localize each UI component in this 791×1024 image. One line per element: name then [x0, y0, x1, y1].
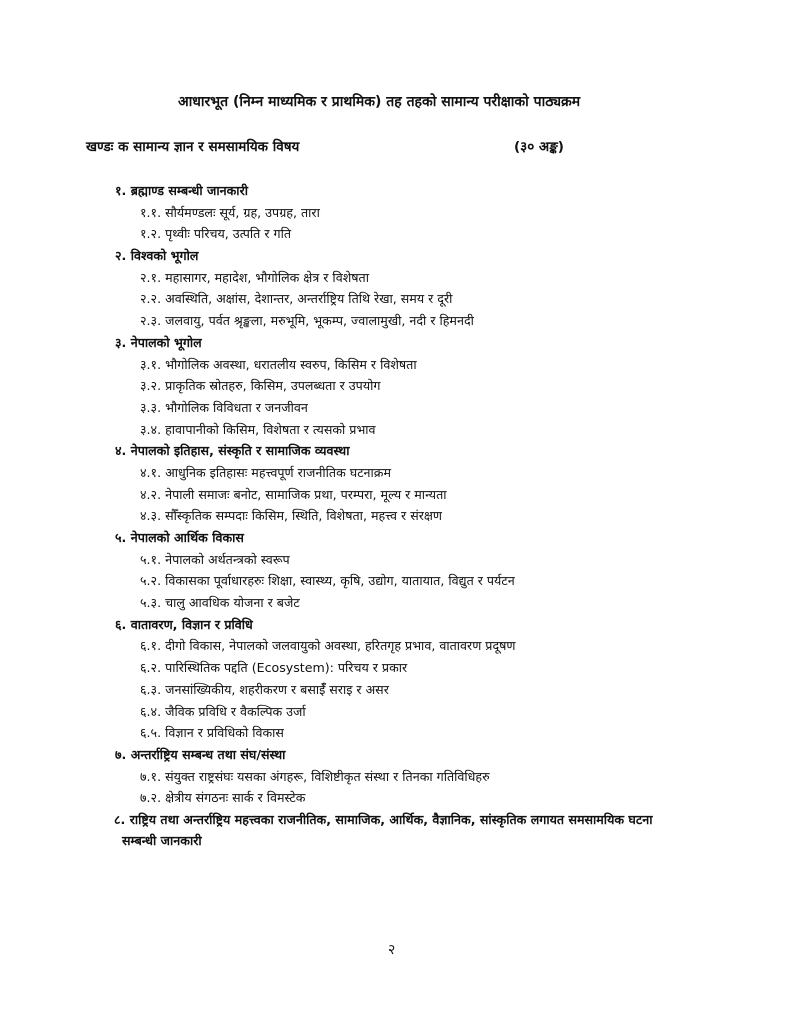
subtopic-item: ४.१. आधुनिक इतिहासः महत्त्वपूर्ण राजनीतिक घटनाक्रम [140, 464, 391, 480]
final-topic-line2: सम्बन्धी जानकारी [122, 832, 202, 848]
subtopic-item: ३.३. भौगोलिक विविधता र जनजीवन [140, 399, 308, 415]
topic-heading: ५. नेपालको आर्थिक विकास [115, 530, 244, 545]
subtopic-item: ४.२. नेपाली समाजः बनोट, सामाजिक प्रथा, परम्परा, मूल्य र मान्यता [140, 486, 447, 502]
subtopic-item: २.३. जलवायु, पर्वत श्रृङ्खला, मरुभूमि, भूकम्प, ज्वालामुखी, नदी र हिमनदी [140, 313, 474, 329]
topic-heading: २. विश्वको भूगोल [115, 248, 199, 264]
subtopic-item: ५.१. नेपालको अर्थतन्त्रको स्वरूप [140, 551, 290, 567]
subtopic-item: ५.२. विकासका पूर्वाधारहरुः शिक्षा, स्वास्थ्य, कृषि, उद्योग, यातायात, विद्युत र पर्यटन [140, 573, 515, 589]
subtopic-item: १.२. पृथ्वीः परिचय, उत्पति र गति [140, 226, 292, 242]
subtopic-item: २.२. अवस्थिति, अक्षांस, देशान्तर, अन्तर्राष्ट्रिय तिथि रेखा, समय र दूरी [140, 291, 453, 307]
subtopic-item: ६.५. विज्ञान र प्रविधिको विकास [140, 725, 284, 741]
section-heading-text: खण्डः क सामान्य ज्ञान र समसामयिक विषय [86, 139, 300, 155]
section-heading [86, 137, 586, 155]
subtopic-item: ६.४. जैविक प्रविधि र वैकल्पिक उर्जा [140, 703, 306, 719]
section-marks: (३० अङ्क) [514, 139, 564, 155]
subtopic-item: ३.१. भौगोलिक अवस्था, धरातलीय स्वरुप, किसिम र विशेषता [140, 356, 417, 372]
topic-heading: ७. अन्तर्राष्ट्रिय सम्बन्ध तथा संघ/संस्था [115, 746, 286, 762]
subtopic-item: ३.२. प्राकृतिक स्रोतहरु, किसिम, उपलब्धता र उपयोग [140, 378, 381, 394]
syllabus-list [0, 180, 791, 851]
topic-heading: ३. नेपालको भूगोल [115, 334, 202, 350]
topic-heading: ४. नेपालको इतिहास, संस्कृति र सामाजिक व्यवस्था [115, 443, 350, 459]
subtopic-item: ६.३. जनसांख्यिकीय, शहरीकरण र बसाईँ सराइ र असर [140, 681, 389, 697]
subtopic-item: २.१. महासागर, महादेश, भौगोलिक क्षेत्र र विशेषता [140, 269, 369, 285]
subtopic-item: ६.२. पारिस्थितिक पद्दति (Ecosystem): परिचय र प्रकार [140, 660, 408, 676]
topic-heading-final [0, 809, 791, 851]
subtopic-item: ३.४. हावापानीको किसिम, विशेषता र त्यसको प्रभाव [140, 421, 376, 437]
topic-heading: १. ब्रह्माण्ड सम्बन्धी जानकारी [115, 183, 248, 198]
document-title: आधारभूत (निम्न माध्यमिक र प्राथमिक) तह तहको सामान्य परीक्षाको पाठ्यक्रम [178, 94, 581, 110]
subtopic-item: ६.१. दीगो विकास, नेपालको जलवायुको अवस्था, हरितगृह प्रभाव, वातावरण प्रदूषण [140, 638, 516, 654]
subtopic-item: ५.३. चालु आवधिक योजना र बजेट [140, 595, 300, 611]
page-number: २ [388, 942, 396, 958]
subtopic-item: ७.२. क्षेत्रीय संगठनः सार्क र विमस्टेक [140, 790, 306, 806]
topic-heading: ६. वातावरण, विज्ञान र प्रविधि [115, 616, 253, 632]
subtopic-item: ४.३. सौँस्कृतिक सम्पदाः किसिम, स्थिति, विशेषता, महत्त्व र संरक्षण [140, 508, 442, 524]
subtopic-item: १.१. सौर्यमण्डलः सूर्य, ग्रह, उपग्रह, तारा [140, 204, 320, 220]
final-topic-line1: ८. राष्ट्रिय तथा अन्तर्राष्ट्रिय महत्त्वका राजनीतिक, सामाजिक, आर्थिक, वैज्ञानिक, सांस्कृतिक लगायत समसामयिक घटना [114, 811, 653, 827]
subtopic-item: ७.१. संयुक्त राष्ट्रसंघः यसका अंगहरू, विशिष्टीकृत संस्था र तिनका गतिविधिहरु [140, 768, 490, 784]
